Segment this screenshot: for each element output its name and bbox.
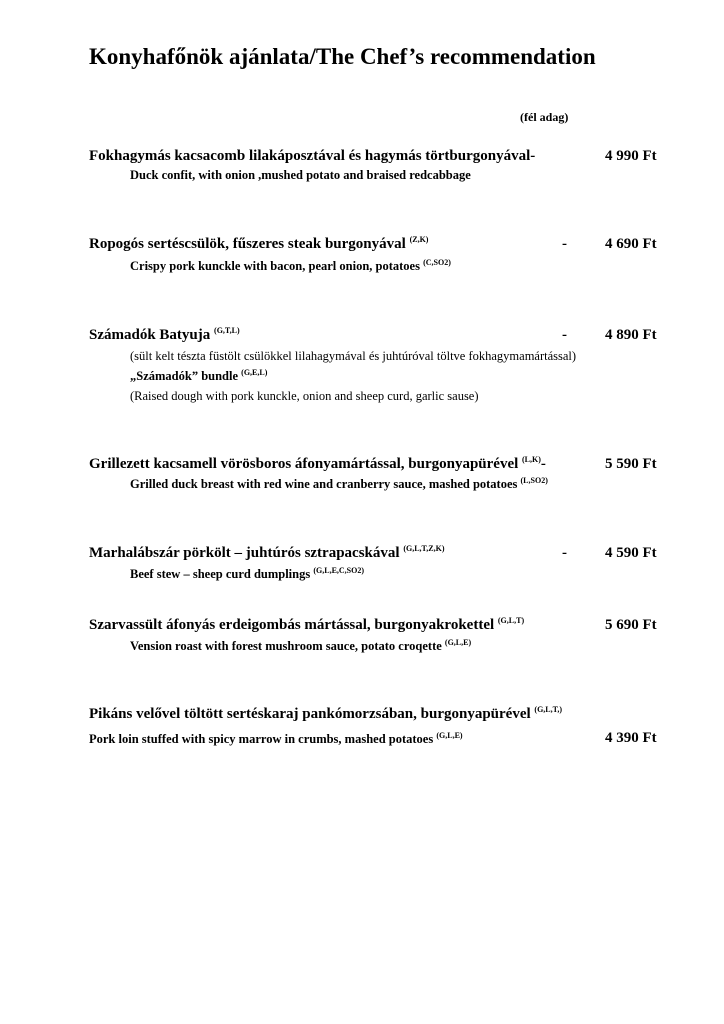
menu-item-dash: - — [562, 545, 567, 561]
menu-item-description — [130, 567, 364, 582]
menu-item-name-text: Pikáns velővel töltött sertéskaraj pankómorzsában, burgonyapürével — [89, 706, 531, 722]
allergen-codes: (G,T,L) — [214, 326, 240, 335]
menu-item-description: Duck confit, with onion ,mushed potato and braised redcabbage — [130, 168, 471, 182]
menu-item-name — [89, 327, 240, 344]
menu-item-description — [130, 477, 548, 492]
menu-item-price: 4 590 Ft — [605, 545, 657, 561]
menu-item-description-text: Grilled duck breast with red wine and cranberry sauce, mashed potatoes — [130, 477, 518, 491]
menu-item-price: 4 890 Ft — [605, 327, 657, 343]
menu-item-description-hu: (sült kelt tészta füstölt csülökkel lilahagymával és juhtúróval töltve fokhagymamártással) — [130, 349, 577, 363]
menu-item-name — [89, 706, 562, 723]
menu-item-price: 5 590 Ft — [605, 456, 657, 472]
menu-item-description-text: Beef stew – sheep curd dumplings — [130, 567, 311, 581]
menu-item-price: 5 690 Ft — [605, 617, 657, 633]
menu-item-dash: - — [562, 236, 567, 252]
menu-item-name — [89, 545, 445, 562]
menu-item-name: Fokhagymás kacsacomb lilakáposztával és hagymás törtburgonyával- — [89, 148, 536, 164]
menu-item-english-name — [130, 369, 267, 384]
menu-item-description-text: Pork loin stuffed with spicy marrow in crumbs, mashed potatoes — [89, 732, 434, 746]
allergen-codes: (Z,K) — [409, 235, 429, 244]
menu-item-dash: - — [562, 327, 567, 343]
allergen-codes: (L,SO2) — [520, 475, 548, 485]
half-portion-label: (fél adag) — [520, 110, 569, 124]
menu-item-price: 4 390 Ft — [605, 730, 657, 746]
menu-item-name — [89, 236, 428, 253]
allergen-codes: (G,L,E,C,SO2) — [313, 565, 365, 575]
allergen-codes: (G,L,T) — [497, 616, 525, 625]
menu-item-price: 4 690 Ft — [605, 236, 657, 252]
menu-item-description-text: Vension roast with forest mushroom sauce, potato croqette — [130, 639, 442, 653]
menu-item-dash: - — [540, 456, 546, 472]
allergen-codes: (G,L,T,Z,K) — [403, 544, 445, 553]
menu-item-description-en: (Raised dough with pork kunckle, onion and sheep curd, garlic sause) — [130, 389, 479, 403]
allergen-codes: (G,L,E) — [444, 637, 472, 647]
menu-item-description — [89, 732, 463, 747]
allergen-codes: (G,L,T,) — [534, 705, 563, 714]
menu-item-name-text: Grillezett kacsamell vörösboros áfonyamártással, burgonyapürével — [89, 456, 519, 472]
allergen-codes: (L,K) — [522, 455, 541, 464]
allergen-codes: (G,E,L) — [241, 367, 268, 377]
allergen-codes: (G,L,E) — [436, 730, 463, 740]
menu-item-english-name-text: „Számadók” bundle — [130, 369, 239, 383]
menu-item-description — [130, 259, 451, 274]
page-title: Konyhafőnök ajánlata/The Chef’s recommendation — [89, 44, 596, 69]
menu-item-name-text: Számadók Batyuja — [89, 327, 211, 343]
menu-item-description-text: Crispy pork kunckle with bacon, pearl onion, potatoes — [130, 259, 420, 273]
menu-item-description — [130, 639, 471, 654]
menu-item-name — [89, 617, 524, 634]
menu-item-name-text: Marhalábszár pörkölt – juhtúrós sztrapacskával — [89, 545, 400, 561]
menu-item-price: 4 990 Ft — [605, 148, 657, 164]
allergen-codes: (C,SO2) — [423, 257, 451, 267]
menu-item-name — [89, 456, 546, 473]
menu-item-name-text: Ropogós sertéscsülök, fűszeres steak burgonyával — [89, 236, 406, 252]
menu-item-name-text: Szarvassült áfonyás erdeigombás mártással, burgonyakrokettel — [89, 617, 495, 633]
